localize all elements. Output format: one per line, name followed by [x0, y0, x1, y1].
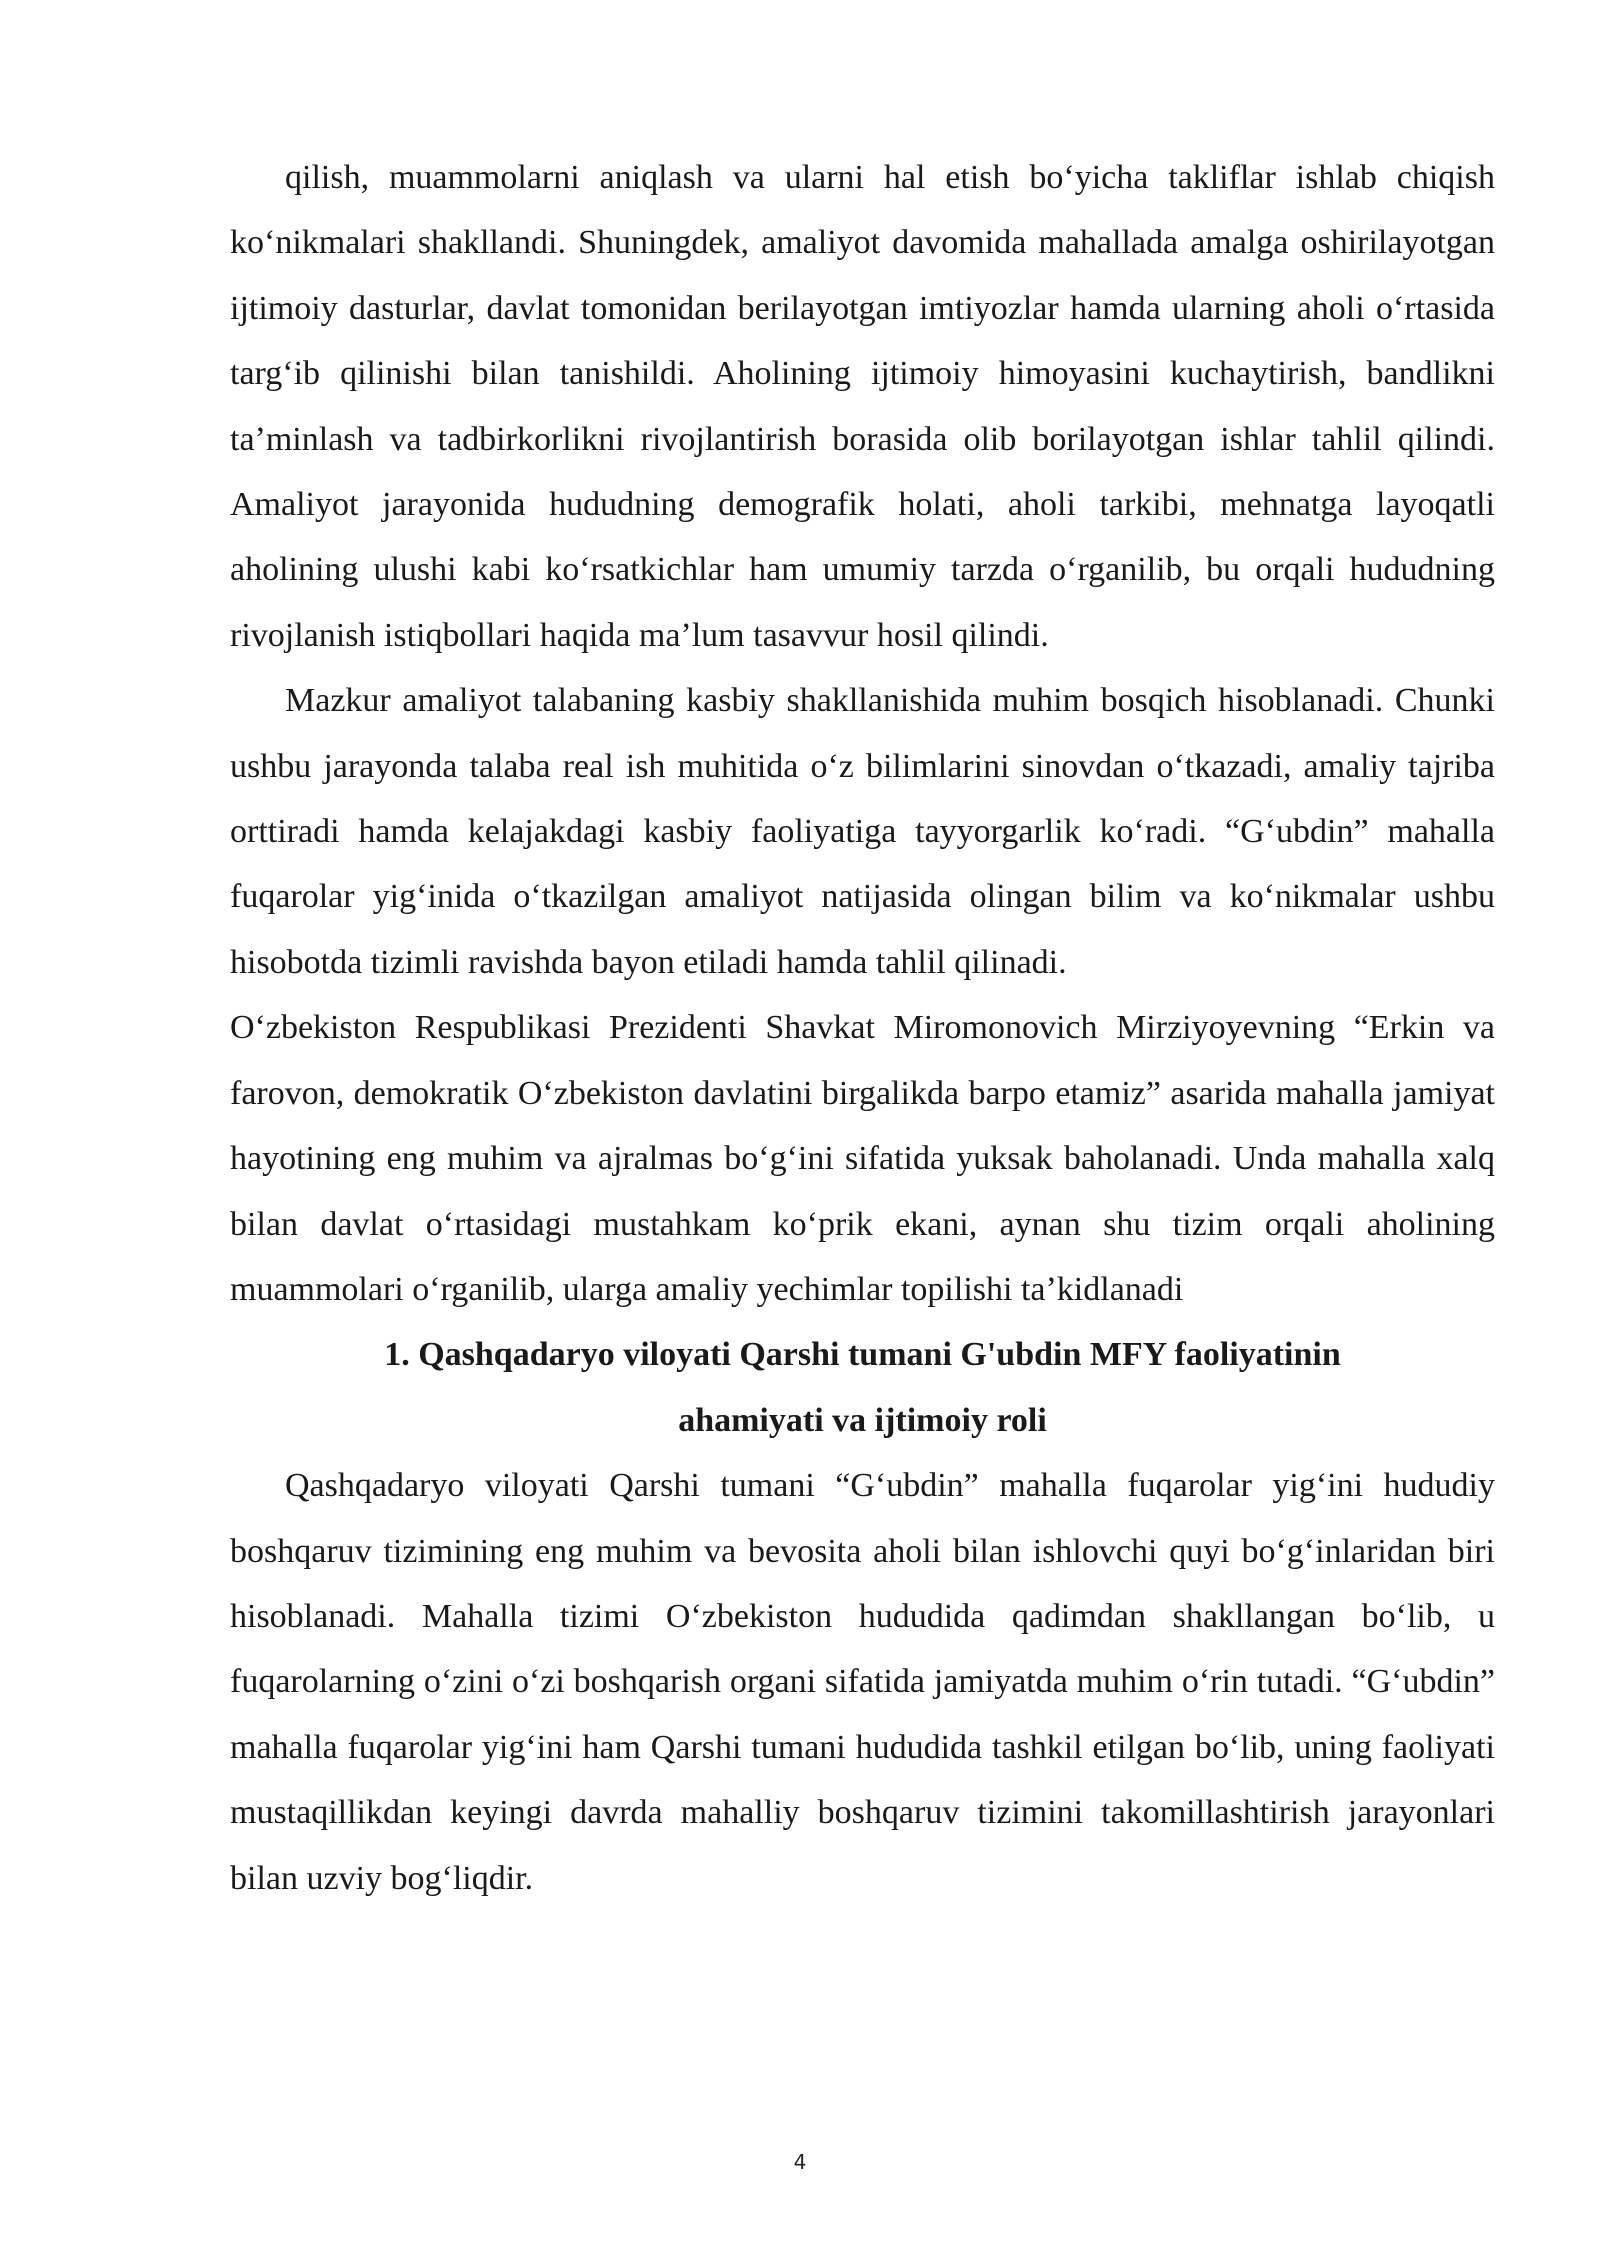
page-number: 4: [793, 2150, 807, 2174]
section-heading-line-2: ahamiyati va ijtimoiy roli: [678, 1401, 1047, 1439]
paragraph-practice-importance: Mazkur amaliyot talabaning kasbiy shakllanishida muhim bosqich hisoblanadi. Chunki ushbu jarayonda talaba real ish muhitida oʻz bilimlarini sinovdan oʻtkazadi, amaliy tajriba orttiradi hamda kelajakdagi kasbiy faoliyatiga tayyorgarlik koʻradi. “Gʻubdin” mahalla fuqarolar yigʻinida oʻtkazilgan amaliyot natijasida olingan bilim va koʻnikmalar ushbu hisobotda tizimli ravishda bayon etiladi hamda tahlil qilinadi.: [230, 682, 1495, 981]
paragraph-practice-skills: qilish, muammolarni aniqlash va ularni hal etish boʻyicha takliflar ishlab chiqish koʻnikmalari shakllandi. Shuningdek, amaliyot davomida mahallada amalga oshirilayotgan ijtimoiy dasturlar, davlat tomonidan berilayotgan imtiyozlar hamda ularning aholi oʻrtasida targʻib qilinishi bilan tanishildi. Aholining ijtimoiy himoyasini kuchaytirish, bandlikni taʼminlash va tadbirkorlikni rivojlantirish borasida olib borilayotgan ishlar tahlil qilindi. Amaliyot jarayonida hududning demografik holati, aholi tarkibi, mehnatga layoqatli aholining ulushi kabi koʻrsatkichlar ham umumiy tarzda oʻrganilib, bu orqali hududning rivojlanish istiqbollari haqida maʼlum tasavvur hosil qilindi.: [230, 159, 1495, 654]
section-heading: [230, 1322, 1495, 1453]
paragraph-president-work: Oʻzbekiston Respublikasi Prezidenti Shavkat Miromonovich Mirziyoyevning “Erkin va farovon, demokratik Oʻzbekiston davlatini birgalikda barpo etamiz” asarida mahalla jamiyat hayotining eng muhim va ajralmas boʻgʻini sifatida yuksak baholanadi. Unda mahalla xalq bilan davlat oʻrtasidagi mustahkam koʻprik ekani, aynan shu tizim orqali aholining muammolari oʻrganilib, ularga amaliy yechimlar topilishi taʼkidlanadi: [230, 1009, 1495, 1308]
paragraph-mahalla-overview: Qashqadaryo viloyati Qarshi tumani “Gʻubdin” mahalla fuqarolar yigʻini hududiy boshqaruv tizimining eng muhim va bevosita aholi bilan ishlovchi quyi boʻgʻinlaridan biri hisoblanadi. Mahalla tizimi Oʻzbekiston hududida qadimdan shakllangan boʻlib, u fuqarolarning oʻzini oʻzi boshqarish organi sifatida jamiyatda muhim oʻrin tutadi. “Gʻubdin” mahalla fuqarolar yigʻini ham Qarshi tumani hududida tashkil etilgan boʻlib, uning faoliyati mustaqillikdan keyingi davrda mahalliy boshqaruv tizimini takomillashtirish jarayonlari bilan uzviy bogʻliqdir.: [230, 1467, 1495, 1897]
section-heading-line-1: 1. Qashqadaryo viloyati Qarshi tumani G'ubdin MFY faoliyatinin: [384, 1336, 1341, 1374]
document-page: [230, 145, 1495, 1911]
